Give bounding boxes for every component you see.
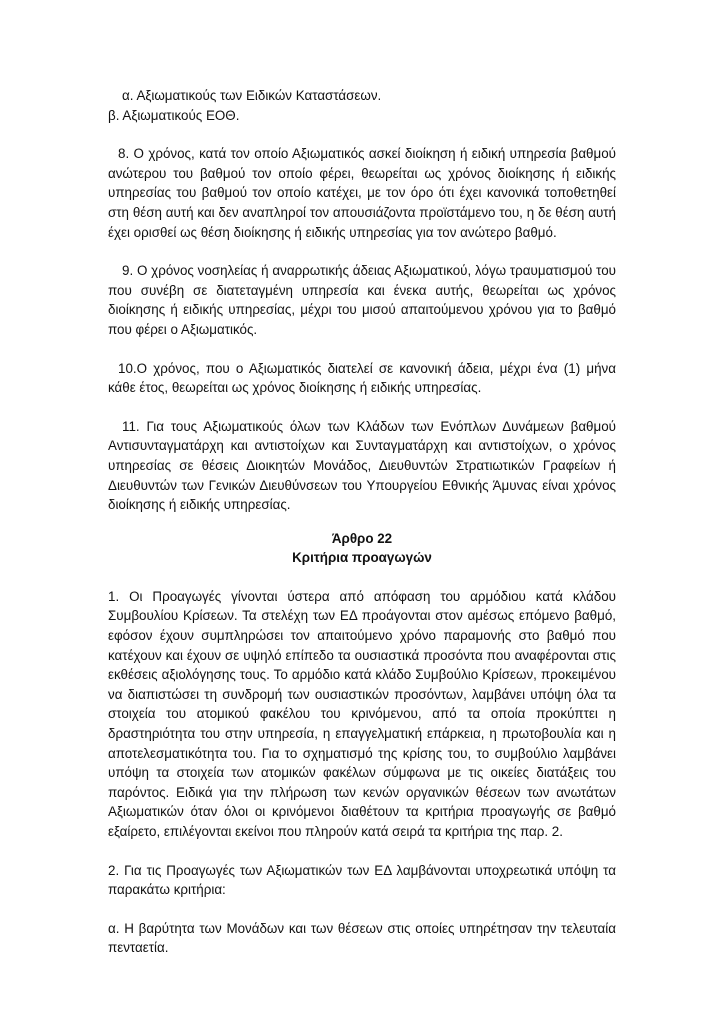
list-item-eoth-officers: β. Αξιωματικούς ΕΟΘ. (108, 107, 240, 123)
paragraph-10: 10.Ο χρόνος, που ο Αξιωματικός διατελεί σε κανονική άδεια, μέχρι ένα (1) μήνα κάθε έτος, θεωρείται ως χρόνος διοίκησης ή ειδικής υπηρεσίας. (108, 360, 616, 396)
document-page (108, 86, 616, 958)
paragraph-11: 11. Για τους Αξιωματικούς όλων των Κλάδων των Ενόπλων Δυνάμεων βαθμού Αντισυνταγματάρχη και αντιστοίχων και Συνταγματάρχη και αντιστοίχων, ο χρόνος υπηρεσίας σε θέσεις Διοικητών Μονάδος, Διευθυντών Στρατιωτικών Γραφείων ή Διευθυντών των Γενικών Διευθύνσεων του Υπουργείου Εθνικής Άμυνας είναι χρόνος διοίκησης ή ειδικής υπηρεσίας. (108, 418, 616, 513)
article-title: Κριτήρια προαγωγών (292, 550, 432, 566)
paragraph-8: 8. Ο χρόνος, κατά τον οποίο Αξιωματικός ασκεί διοίκηση ή ειδική υπηρεσία βαθμού ανώτερου του βαθμού τον οποίο φέρει, θεωρείται ως χρόνος διοίκησης ή ειδικής υπηρεσίας του βαθμού τον οποίο κατέχει, με τον όρο ότι έχει κανονικά τοποθετηθεί στη θέση αυτή και δεν αναπληροί τον απουσιάζοντα προϊστάμενο του, η δε θέση αυτή έχει ορισθεί ως θέση διοίκησης ή ειδικής υπηρεσίας για τον ανώτερο βαθμό. (108, 146, 616, 240)
paragraph-9: 9. Ο χρόνος νοσηλείας ή αναρρωτικής άδειας Αξιωματικού, λόγω τραυματισμού του που συνέβη σε διατεταγμένη υπηρεσία και ένεκα αυτής, θεωρείται ως χρόνος διοίκησης ή ειδικής υπηρεσίας, μέχρι του μισού απαιτούμενου χρόνου για το βαθμό που φέρει ο Αξιωματικός. (108, 263, 616, 337)
article-paragraph-2: 2. Για τις Προαγωγές των Αξιωματικών των ΕΔ λαμβάνονται υποχρεωτικά υπόψη τα παρακάτω κριτήρια: (108, 862, 616, 898)
list-item-special-status-officers: α. Αξιωματικούς των Ειδικών Καταστάσεων. (122, 88, 382, 103)
article-paragraph-1: 1. Οι Προαγωγές γίνονται ύστερα από απόφαση του αρμόδιου κατά κλάδου Συμβουλίου Κρίσεων. Τα στελέχη των ΕΔ προάγονται στον αμέσως επόμενο βαθμό, εφόσον έχουν συμπληρώσει τον απαιτούμενο χρόνο παραμονής στο βαθμό που κατέχουν και έχουν σε υψηλό επίπεδο τα ουσιαστικά προσόντα που αναφέρονται στις εκθέσεις αξιολόγησης τους. Το αρμόδιο κατά κλάδο Συμβούλιο Κρίσεων, προκειμένου να διαπιστώσει τη συνδρομή των ουσιαστικών προσόντων, λαμβάνει υπόψη όλα τα στοιχεία του ατομικού φακέλου του κρινόμενου, από τα οποία προκύπτει η δραστηριότητα του στην υπηρεσία, η επαγγελματική επάρκεια, η πρωτοβουλία και η αποτελεσματικότητα του. Για το σχηματισμό της κρίσης του, το συμβούλιο λαμβάνει υπόψη τα στοιχεία των ατομικών φακέλων σύμφωνα με τις οικείες διατάξεις του παρόντος. Ειδικά για την πλήρωση των κενών οργανικών θέσεων των ανωτάτων Αξιωματικών όταν όλοι οι κρινόμενοι διαθέτουν τα κριτήρια προαγωγής σε βαθμό εξαίρετο, επιλέγονται εκείνοι που πληρούν κατά σειρά τα κριτήρια της παρ. 2. (108, 588, 616, 839)
article-number: Άρθρο 22 (331, 530, 393, 546)
article-item-a: α. Η βαρύτητα των Μονάδων και των θέσεων στις οποίες υπηρέτησαν την τελευταία πενταετία. (108, 920, 616, 956)
